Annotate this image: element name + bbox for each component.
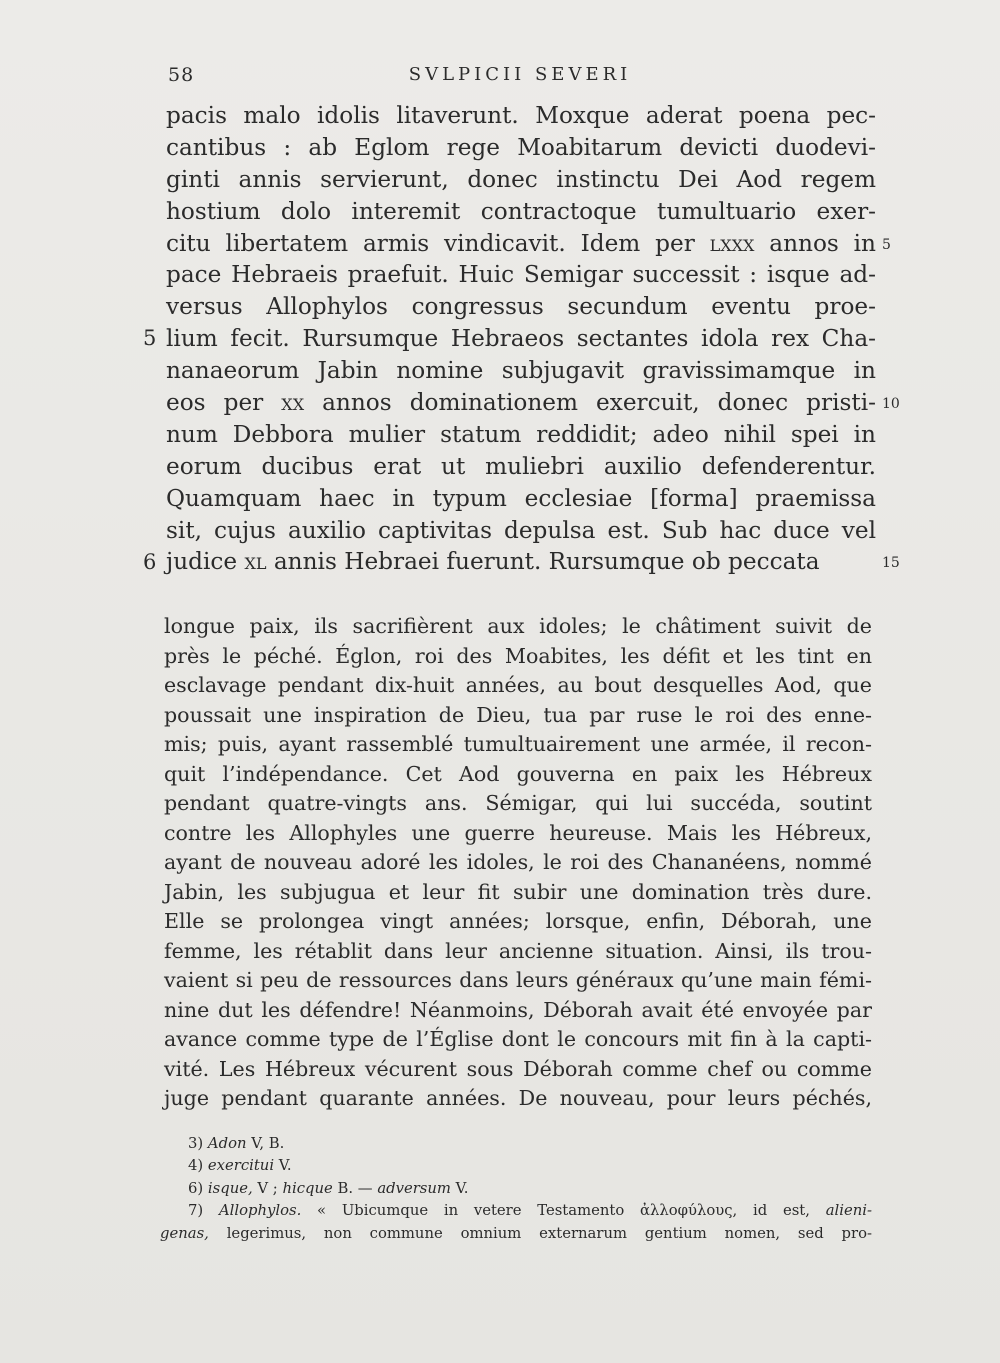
french-line: contre les Allophyles une guerre heureuse. Mais les Hébreux, bbox=[164, 820, 872, 845]
latin-text-block bbox=[166, 100, 876, 578]
latin-line: pacis malo idolis litaverunt. Moxque aderat poena pec- bbox=[166, 102, 876, 129]
footnote-number: 6) bbox=[188, 1179, 204, 1197]
footnote-word: isque, bbox=[207, 1179, 253, 1197]
footnote-number: 3) bbox=[188, 1135, 204, 1152]
french-line: avance comme type de l’Église dont le concours mit fin à la capti- bbox=[164, 1027, 872, 1051]
page-header bbox=[168, 64, 872, 94]
french-line: poussait une inspiration de Dieu, tua par ruse le roi des enne- bbox=[164, 702, 872, 727]
latin-line: ginti annis servierunt, donec instinctu Dei Aod regem bbox=[166, 165, 876, 193]
latin-line: pace Hebraeis praefuit. Huic Semigar successit : isque ad- bbox=[166, 261, 876, 289]
latin-line: lium fecit. Rursumque Hebraeos sectantes idola rex Cha- bbox=[166, 325, 876, 353]
french-line: vaient si peu de ressources dans leurs généraux qu’une main fémi- bbox=[164, 968, 872, 992]
page-number: 58 bbox=[168, 64, 195, 86]
footnote-word: adversum bbox=[377, 1179, 451, 1197]
footnote-number: 7) bbox=[188, 1202, 204, 1220]
footnote-word: hicque bbox=[282, 1179, 333, 1197]
footnote-word: Allophylos. bbox=[218, 1202, 302, 1220]
french-line: près le péché. Églon, roi des Moabites, les défit et les tint en bbox=[164, 643, 872, 668]
footnote-word: exercitui bbox=[207, 1157, 275, 1175]
french-line: Jabin, les subjugua et leur fit subir une domination très dure. bbox=[164, 879, 872, 904]
footnote-word: alieni- bbox=[825, 1202, 872, 1220]
latin-line: num Debbora mulier statum reddidit; adeo nihil spei in bbox=[166, 420, 876, 448]
footnote-7-continued bbox=[160, 1223, 872, 1245]
footnote-source: V. bbox=[274, 1157, 292, 1175]
french-line: Elle se prolongea vingt années; lorsque, enfin, Déborah, une bbox=[164, 909, 872, 933]
footnote-3 bbox=[160, 1133, 872, 1155]
french-translation-block bbox=[164, 612, 872, 1114]
footnote-number: 4) bbox=[188, 1157, 204, 1175]
latin-line: eos per xx annos dominationem exercuit, donec pristi- bbox=[166, 389, 876, 417]
french-line: nine dut les défendre! Néanmoins, Déborah avait été envoyée par bbox=[164, 997, 872, 1022]
french-line: vité. Les Hébreux vécurent sous Déborah comme chef ou comme bbox=[164, 1056, 872, 1081]
footnote-4 bbox=[160, 1155, 872, 1177]
latin-line: eorum ducibus erat ut muliebri auxilio defenderentur. bbox=[166, 452, 876, 480]
latin-line: Quamquam haec in typum ecclesiae [forma] praemissa bbox=[166, 484, 876, 512]
line-number: 10 bbox=[882, 396, 900, 412]
french-line: ayant de nouveau adoré les idoles, le roi des Chananéens, nommé bbox=[164, 850, 872, 874]
latin-line: judice xl annis Hebraei fuerunt. Rursumque ob peccata bbox=[166, 548, 820, 576]
latin-line: nanaeorum Jabin nomine subjugavit gravissimamque in bbox=[166, 357, 876, 385]
footnote-text: « Ubicumque in vetere Testamento ἀλλοφύλους, id est, bbox=[301, 1202, 826, 1220]
footnote-word: genas, bbox=[160, 1224, 209, 1242]
running-title: SVLPICII SEVERI bbox=[408, 64, 632, 85]
footnote-source: V, B. bbox=[246, 1135, 285, 1152]
footnote-7 bbox=[160, 1200, 872, 1222]
french-line: mis; puis, ayant rassemblé tumultuairement une armée, il recon- bbox=[164, 732, 872, 756]
french-line: femme, les rétablit dans leur ancienne situation. Ainsi, ils trou- bbox=[164, 938, 872, 963]
footnote-text: legerimus, non commune omnium externarum gentium nomen, sed pro- bbox=[208, 1224, 872, 1242]
footnote-source: B. — bbox=[332, 1179, 378, 1197]
french-line: esclavage pendant dix-huit années, au bout desquelles Aod, que bbox=[164, 673, 872, 697]
latin-line: cantibus : ab Eglom rege Moabitarum devicti duodevi- bbox=[166, 133, 876, 161]
french-line: juge pendant quarante années. De nouveau, pour leurs péchés, bbox=[164, 1086, 872, 1110]
latin-line: hostium dolo interemit contractoque tumultuario exer- bbox=[166, 197, 876, 225]
footnotes bbox=[160, 1133, 872, 1245]
french-line: quit l’indépendance. Cet Aod gouverna en paix les Hébreux bbox=[164, 761, 872, 786]
footnote-source: V. bbox=[450, 1179, 469, 1197]
latin-line: versus Allophylos congressus secundum eventu proe- bbox=[166, 293, 876, 321]
footnote-source: V ; bbox=[252, 1179, 283, 1197]
footnote-word: Adon bbox=[207, 1135, 247, 1152]
french-line: longue paix, ils sacrifièrent aux idoles; le châtiment suivit de bbox=[164, 614, 872, 638]
latin-line: citu libertatem armis vindicavit. Idem per lxxx annos in bbox=[166, 229, 876, 257]
verse-marker: 6 bbox=[143, 550, 157, 574]
latin-line: sit, cujus auxilio captivitas depulsa est. Sub hac duce vel bbox=[166, 516, 876, 544]
line-number: 15 bbox=[882, 555, 900, 571]
footnote-6 bbox=[160, 1178, 872, 1200]
verse-marker: 5 bbox=[143, 326, 157, 350]
line-number: 5 bbox=[882, 237, 891, 253]
french-line: pendant quatre-vingts ans. Sémigar, qui lui succéda, soutint bbox=[164, 791, 872, 815]
